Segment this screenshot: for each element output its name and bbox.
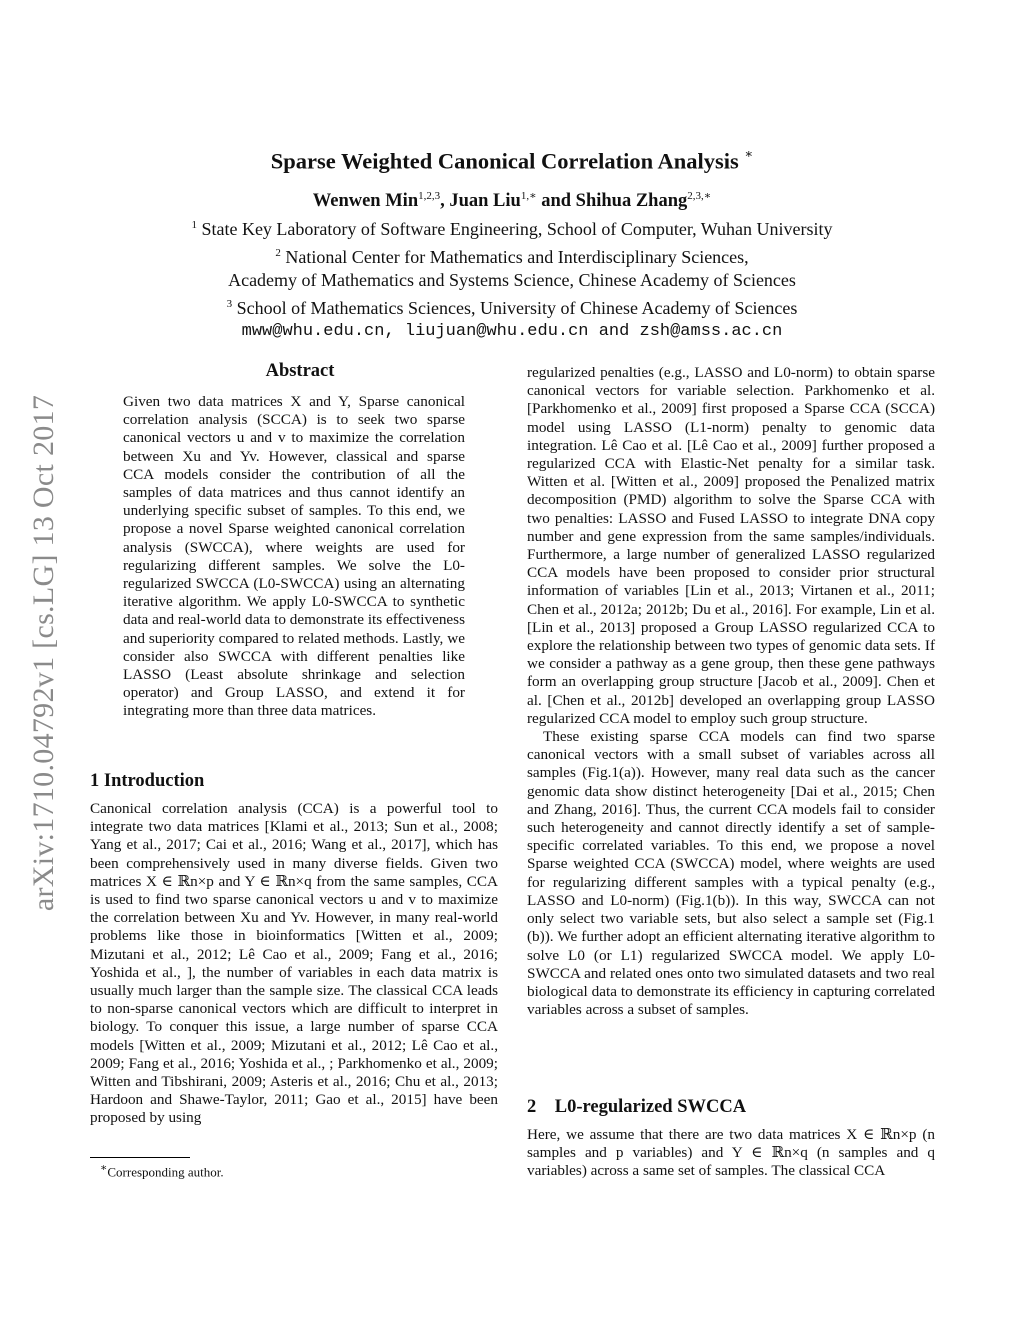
author-and: and: [541, 191, 572, 212]
right-paragraph-1: regularized penalties (e.g., LASSO and L0-norm) to obtain sparse canonical vectors for variable selection. Parkhomenko et al. [Parkhomenko et al., 2009] first proposed a Sparse CCA (SCCA) model using LASSO (L1-norm) penalty to genomic data integration. Lê Cao et al. [Lê Cao et al., 2009] further proposed a regularized CCA with Elastic-Net penalty for a similar task. Witten et al. [Witten et al., 2009] proposed the Penalized matrix decomposition (PMD) algorithm to solve the Sparse CCA with two penalties: LASSO and Fused LASSO to integrate DNA copy number and gene expression from the same samples/individuals. Furthermore, a large number of generalized LASSO regularized CCA models have been proposed to consider prior structural information of variables [Lin et al., 2013; Virtanen et al., 2011; Chen et al., 2012a; 2012b; Du et al., 2016]. For example, Lin et al. [Lin et al., 2013] proposed a Group LASSO regularized CCA to explore the relationship between two types of genomic data sets. If we consider a pathway as a gene group, then these gene pathways form an overlapping group structure [Jacob et al., 2009]. Chen et al. [Chen et al., 2012b] developed an overlapping group LASSO regularized CCA model to employ such group structure.: [527, 364, 935, 727]
author-2: Juan Liu: [449, 191, 521, 212]
author-2-affil: 1,∗: [520, 190, 537, 202]
section-2-paragraph-1: Here, we assume that there are two data matrices X ∈ ℝn×p (n samples and p variables) and Y ∈ ℝn×q (n samples and q variables) across a same set of samples. The classical CCA: [527, 1126, 935, 1180]
footnote-rule: [90, 1157, 190, 1158]
affiliation-3-num: 3: [226, 297, 233, 310]
author-1-affil: 1,2,3: [418, 190, 441, 202]
author-line: Wenwen Min$^{1,2,3}$, Juan Liu$^{1,∗}$ and Shihua Zhang$^{2,3,∗}$: [312, 190, 712, 212]
author-emails: mww@whu.edu.cn, liujuan@whu.edu.cn and zsh@amss.ac.cn: [241, 322, 783, 341]
title-text: Sparse Weighted Canonical Correlation Analysis: [270, 148, 739, 174]
arxiv-id: arXiv:1710.04792v1 [cs.LG] 13 Oct 2017: [27, 394, 60, 911]
affiliation-2b: Academy of Mathematics and Systems Science, Chinese Academy of Sciences: [228, 270, 796, 290]
author-3: Shihua Zhang: [575, 191, 688, 212]
arxiv-stamp: [20, 355, 68, 950]
affiliations: [110, 214, 914, 344]
affiliation-1-text: State Key Laboratory of Software Engineering, School of Computer, Wuhan University: [201, 219, 833, 239]
affiliation-1-num: 1: [191, 219, 197, 231]
affiliation-1: [110, 214, 914, 242]
affiliation-3: [110, 293, 914, 321]
footnote-text: Corresponding author.: [107, 1164, 224, 1180]
title-footnote-marker: ∗: [744, 146, 754, 161]
affiliation-2: [110, 242, 914, 270]
affiliation-2-num: 2: [275, 246, 281, 259]
footnote-marker: ∗: [100, 1162, 108, 1174]
abstract-heading: Abstract: [265, 361, 335, 381]
section-1-paragraph-1: Canonical correlation analysis (CCA) is a powerful tool to integrate two data matrices [Klami et al., 2013; Sun et al., 2008; Yang et al., 2017; Cai et al., 2016; Wang et al., 2017], which has been comprehensively used in many diverse fields. Given two matrices X ∈ ℝn×p and Y ∈ ℝn×q from the same samples, CCA is used to find two sparse canonical vectors u and v to maximize the correlation between Xu and Yv. However, in many real-world problems like those in bioinformatics [Witten et al., 2009; Mizutani et al., 2012; Lê Cao et al., 2009; Fang et al., 2016; Yoshida et al., ], the number of variables in each data matrix is usually much larger than the sample size. The classical CCA leads to non-sparse canonical vectors which are difficult to interpret in biology. To conquer this issue, a large number of sparse CCA models [Witten et al., 2009; Mizutani et al., 2012; Lê Cao et al., 2009; Fang et al., 2016; Yoshida et al., ; Parkhomenko et al., 2009; Witten and Tibshirani, 2009; Asteris et al., 2016; Chu et al., 2013; Hardoon and Shawe-Taylor, 2011; Gao et al., 2015] have been proposed by using: [90, 800, 498, 1127]
right-paragraph-2: These existing sparse CCA models can find two sparse canonical vectors with a small subset of variables across all samples (Fig.1(a)). However, many real data such as the cancer genomic data show distinct heterogeneity [Dai et al., 2015; Chen and Zhang, 2016]. Thus, the current CCA models fail to consider such heterogeneity and cannot directly identify a set of sample-specific correlated variables. To this end, we propose a novel Sparse weighted CCA (SWCCA) model, where weights are used for regularizing different samples with a typical penalty (e.g., LASSO and L0-norm) (Fig.1(b)). In this way, SWCCA can not only select two variable sets, but also select a sample set (Fig.1 (b)). We further adopt an efficient alternating iterative algorithm to solve L0 (or L1) regularized SWCCA model. We apply L0-SWCCA and related ones onto two simulated datasets and two real biological data to demonstrate its efficiency in capturing correlated variables across a subset of samples.: [527, 728, 935, 1019]
right-column: [527, 364, 935, 1019]
author-1: Wenwen Min: [312, 191, 419, 212]
abstract-text: Given two data matrices X and Y, Sparse canonical correlation analysis (SCCA) is to seek two sparse canonical vectors u and v to maximize the correlation between Xu and Yv. However, classical and sparse CCA models consider the contribution of all the samples of data matrices and thus cannot identify an underlying specific subset of samples. To this end, we propose a novel Sparse weighted canonical correlation analysis (SWCCA), where weights are used for regularizing different samples. We solve the L0-regularized SWCCA (L0-SWCCA) using an alternating iterative algorithm. We apply L0-SWCCA to synthetic data and real-world data to demonstrate its effectiveness and superiority compared to related methods. Lastly, we consider also SWCCA with different penalties like LASSO (Least absolute shrinkage and selection operator) and Group LASSO, and extend it for integrating more than three data matrices.: [123, 393, 465, 720]
section-1-body: [90, 800, 498, 1128]
paper-title: [110, 148, 914, 175]
section-2-heading: [527, 1097, 746, 1118]
section-2-title: L0-regularized SWCCA: [554, 1097, 747, 1117]
footnote: [100, 1161, 224, 1180]
affiliation-2-text-a: National Center for Mathematics and Interdisciplinary Sciences,: [285, 246, 749, 267]
section-1-heading: 1 Introduction: [90, 771, 205, 791]
affiliation-3-text: School of Mathematics Sciences, University of Chinese Academy of Sciences: [236, 297, 798, 318]
author-3-affil: 2,3,∗: [687, 190, 712, 202]
section-2-body: [527, 1126, 935, 1181]
section-2-number: 2: [527, 1097, 537, 1117]
